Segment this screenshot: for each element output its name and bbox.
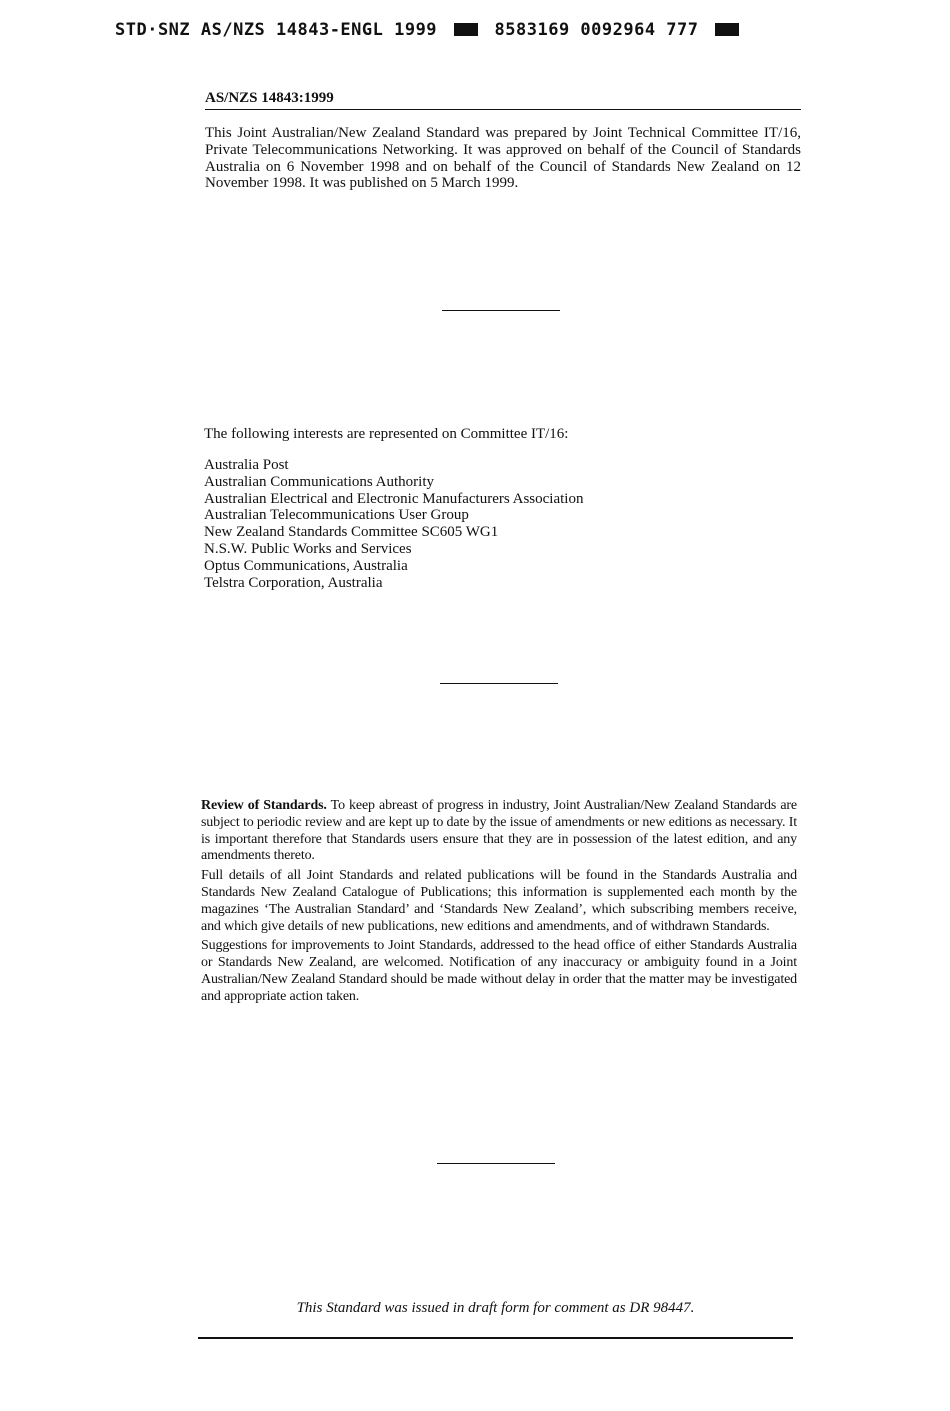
section-divider-1 xyxy=(442,310,560,311)
list-item: New Zealand Standards Committee SC605 WG1 xyxy=(204,524,499,541)
list-item: Australian Telecommunications User Group xyxy=(204,507,469,524)
list-item: N.S.W. Public Works and Services xyxy=(204,540,412,557)
header-black-block-end xyxy=(715,23,739,36)
bottom-divider xyxy=(198,1337,793,1339)
header-code-mid: 8583169 0092964 777 xyxy=(494,20,699,40)
section-divider-2 xyxy=(440,683,558,684)
review-lead: Review of Standards. xyxy=(201,798,327,813)
page-header-code xyxy=(115,20,745,40)
list-item: Telstra Corporation, Australia xyxy=(204,574,383,591)
section-divider-3 xyxy=(437,1163,555,1164)
review-section xyxy=(201,798,797,1009)
review-paragraph-1 xyxy=(201,798,797,865)
intro-paragraph: This Joint Australian/New Zealand Standard was prepared by Joint Technical Committee IT/16, Private Telecommunications Networking. It was approved on behalf of the Council of Standards Australia on 6 November 1998 and on behalf of the Council of Standards New Zealand on 12 November 1998. It was published on 5 March 1999. xyxy=(205,125,801,192)
list-item: Australian Communications Authority xyxy=(204,473,434,490)
review-paragraph-3: Suggestions for improvements to Joint Standards, addressed to the head office of either Standards Australia or Standards New Zealand, are welcomed. Notification of any inaccuracy or ambiguity found in a Joint Australian/New Zealand Standard should be made without delay in order that the matter may be investigated and appropriate action taken. xyxy=(201,938,797,1004)
review-paragraph-2: Full details of all Joint Standards and related publications will be found in the Standards Australia and Standards New Zealand Catalogue of Publications; this information is supplemented each month by the magazines ‘The Australian Standard’ and ‘Standards New Zealand’, which subscribing members receive, and which give details of new publications, new editions and amendments, and of withdrawn Standards. xyxy=(201,868,797,934)
header-code-left: STD·SNZ AS/NZS 14843-ENGL 1999 xyxy=(115,20,438,40)
document-id: AS/NZS 14843:1999 xyxy=(205,90,334,106)
list-item: Optus Communications, Australia xyxy=(204,557,408,574)
list-item: Australia Post xyxy=(204,457,289,473)
review-text-1: To keep abreast of progress in industry, Joint Australian/New Zealand Standards are subject to periodic review and are kept up to date by the issue of amendments or new editions as necessary. It is important therefore that Standards users ensure that they are in possession of the latest edition, and any amendments thereto. xyxy=(201,798,797,864)
header-black-block xyxy=(454,23,478,36)
interests-title: The following interests are represented on Committee IT/16: xyxy=(204,426,569,442)
draft-note: This Standard was issued in draft form for comment as DR 98447. xyxy=(296,1300,695,1316)
interests-list xyxy=(204,457,583,591)
top-divider xyxy=(205,109,801,110)
list-item: Australian Electrical and Electronic Manufacturers Association xyxy=(204,490,584,507)
